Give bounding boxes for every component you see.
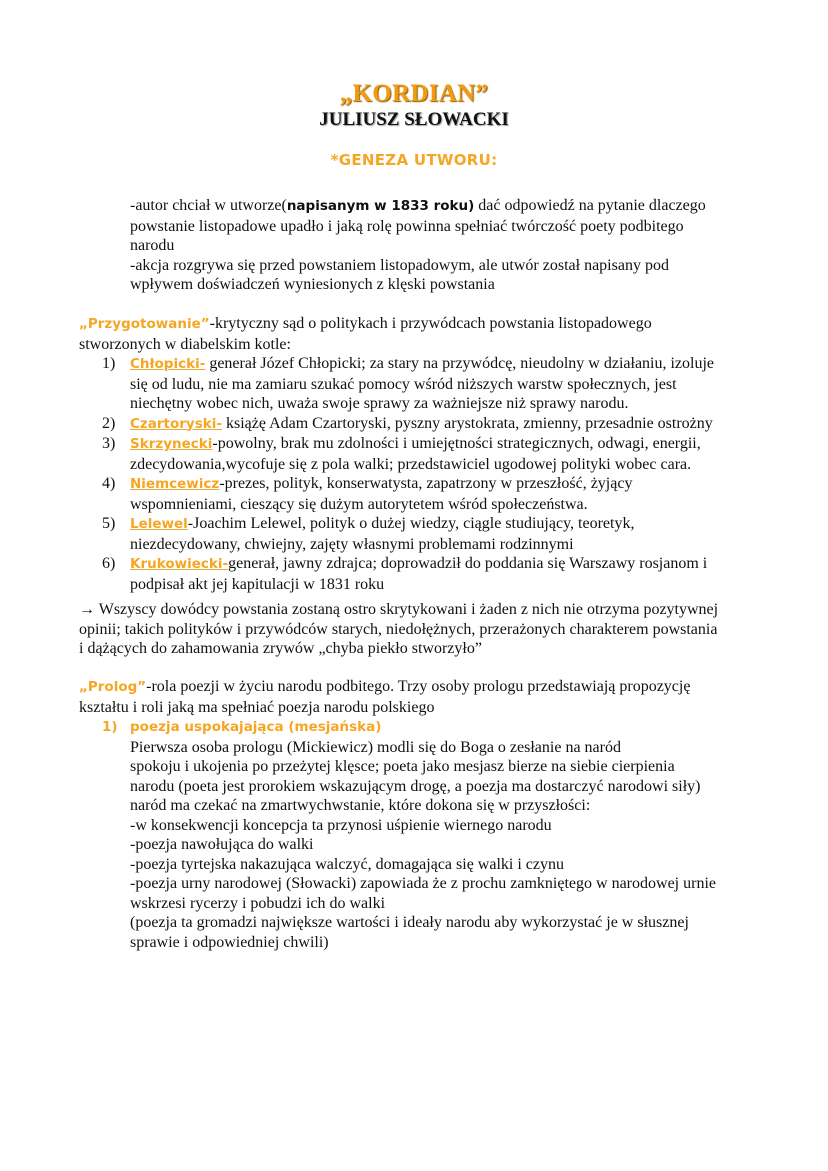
przygotowanie-intro-cont: stworzonych w diabelskim kotle: bbox=[79, 335, 291, 353]
summary-paragraph bbox=[79, 600, 718, 659]
przygotowanie-intro: „Przygotowanie”-krytyczny sąd o politykach i przywódcach powstania listopadowego bbox=[79, 315, 652, 332]
poetry-type-title: poezja uspokajająca (mesjańska) bbox=[130, 719, 382, 735]
prolog-label: „Prolog” bbox=[79, 679, 147, 695]
summary-line: i dążących do zahamowania zrywów „chyba piekło stworzyło” bbox=[79, 640, 482, 657]
list-item: 6) Krukowiecki-generał, jawny zdrajca; doprowadził do poddania się Warszawy rosjanom i podpisał akt jej kapitulacji w 1831 roku bbox=[102, 555, 708, 593]
leader-name: Niemcewicz bbox=[130, 476, 220, 492]
genesis-text bbox=[130, 196, 706, 295]
list-item: 5) Lelewel-Joachim Lelewel, polityk o dużej wiedzy, ciągle studiujący, teoretyk, niezdecydowany, chwiejny, zajęty własnymi problemami rodzinnymi bbox=[102, 515, 635, 553]
przygotowanie-section bbox=[79, 314, 714, 594]
genesis-line: powstanie listopadowe upadło i jaką rolę powinna spełniać twórczość poety podbitego bbox=[130, 217, 684, 235]
prolog-section bbox=[79, 677, 716, 952]
leader-name: Krukowiecki- bbox=[130, 556, 229, 572]
genesis-line: wpływem doświadczeń wyniesionych z klęski powstania bbox=[130, 276, 495, 293]
author-name: JULIUSZ SŁOWACKI bbox=[319, 109, 509, 130]
summary-line: → Wszyscy dowódcy powstania zostaną ostro skrytykowani i żaden z nich nie otrzyma pozytywnej bbox=[79, 601, 719, 618]
list-item: 1) Chłopicki- generał Józef Chłopicki; za stary na przywódcę, nieudolny w działaniu, izoluje się od ludu, nie ma zamiaru szukać pomocy wśród niższych warstw społecznych, jest niechętny wobec nich, uważa swoje sprawy za ważniejsze niż sprawy narodu. bbox=[102, 355, 715, 412]
prolog-intro: „Prolog”-rola poezji w życiu narodu podbitego. Trzy osoby prologu przedstawiają propozycję bbox=[79, 678, 691, 695]
list-item: 1) poezja uspokajająca (mesjańska) Pierwsza osoba prologu (Mickiewicz) modli się do Boga o zesłanie na naród spokoju i ukojenia po przeżytej klęsce; poeta jako mesjasz bierze na siebie cierpienia narodu (poeta jest prorokiem wskazującym drogę, a poezja ma dostarczyć narodowi siły) naród ma czekać na zmartwychwstanie, które dokona się w przyszłości: -w konsekwencji koncepcja ta przynosi uśpienie wiernego narodu -poezja nawołująca do walki -poezja tyrtejska nakazująca walczyć, domagająca się walki i czynu -poezja urny narodowej (Słowacki) zapowiada że z prochu zamkniętego w narodowej urnie wskrzesi rycerzy i pobudzi ich do walki (poezja ta gromadzi największe wartości i ideały narodu aby wykorzystać je w słusznej sprawie i odpowiedniej chwili) bbox=[102, 719, 716, 951]
przygotowanie-label: „Przygotowanie” bbox=[79, 316, 210, 332]
list-item: 3) Skrzynecki-powolny, brak mu zdolności i umiejętności strategicznych, odwagi, energii, zdecydowania,wycofuje się z pola walki; przedstawiciel ugodowej polityki wobec cara. bbox=[102, 435, 701, 473]
leader-name: Czartoryski- bbox=[130, 415, 222, 432]
prolog-intro-cont: kształtu i roli jaką ma spełniać poezja narodu polskiego bbox=[79, 698, 435, 716]
leader-name: Skrzynecki bbox=[130, 436, 213, 452]
year-highlight: napisanym w 1833 roku) bbox=[286, 198, 475, 214]
leader-name: Lelewel bbox=[130, 516, 188, 532]
list-item: 4) Niemcewicz-prezes, polityk, konserwatysta, zapatrzony w przeszłość, żyjący wspomnieniami, cieszący się dużym autorytetem wśród społeczeństwa. bbox=[102, 475, 633, 513]
summary-line: opinii; takich polityków i przywódców starych, niedołężnych, przerażonych charakterem powstania bbox=[79, 620, 718, 638]
leader-name: Chłopicki- bbox=[130, 356, 206, 372]
genesis-line: -akcja rozgrywa się przed powstaniem listopadowym, ale utwór został napisany pod bbox=[130, 256, 669, 274]
list-item: 2) Czartoryski- książę Adam Czartoryski, pyszny arystokrata, zmienny, przesadnie ostrożny bbox=[102, 414, 713, 432]
genesis-line: narodu bbox=[130, 237, 175, 254]
section-heading-genesis: *GENEZA UTWORU: bbox=[330, 151, 498, 169]
document-title: „KORDIAN” bbox=[339, 80, 489, 107]
prolog-list bbox=[102, 717, 716, 952]
genesis-line: -autor chciał w utworze(napisanym w 1833 roku) dać odpowiedź na pytanie dlaczego bbox=[130, 197, 706, 214]
leaders-list bbox=[102, 354, 714, 594]
